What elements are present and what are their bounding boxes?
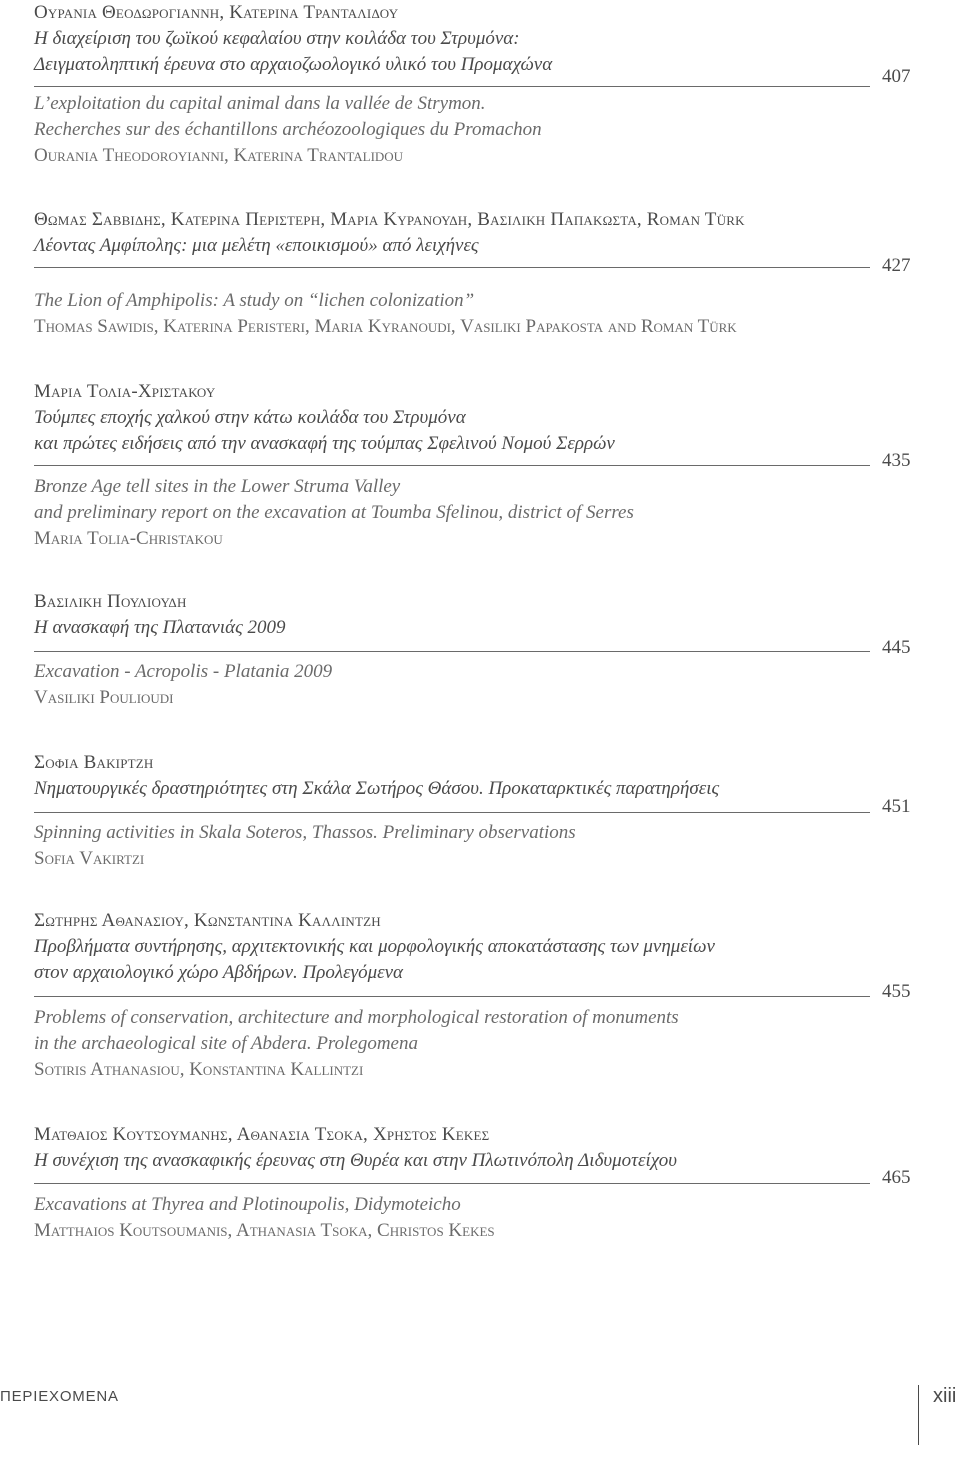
entry-authors-latin: Thomas Sawidis, Katerina Peristeri, Maria Kyranoudi, Vasiliki Papakosta and Roman Türk [34,316,737,337]
entry-page-number: 427 [882,255,911,276]
entry-title-translated: Recherches sur des échantillons archéozoologiques du Promachon [34,119,542,140]
entry-authors-greek: Μαρια Τολια-Χριστακου [34,381,216,402]
entry-page-number: 465 [882,1167,911,1188]
entry-authors-greek: Σοφια Βακιρτζη [34,752,154,773]
entry-authors-latin: Maria Tolia-Christakou [34,528,223,549]
entry-title-greek: Η διαχείριση του ζωϊκού κεφαλαίου στην κοιλάδα του Στρυμόνα: [34,28,520,49]
entry-title-translated: Problems of conservation, architecture and morphological restoration of monuments [34,1007,679,1028]
entry-authors-latin: Sofia Vakirtzi [34,848,145,869]
entry-title-translated: in the archaeological site of Abdera. Prolegomena [34,1033,418,1054]
entry-page-number: 445 [882,637,911,658]
entry-title-greek: και πρώτες ειδήσεις από την ανασκαφή της τούμπας Σφελινού Νομού Σερρών [34,433,615,454]
entry-title-greek: Τούμπες εποχής χαλκού στην κάτω κοιλάδα του Στρυμόνα [34,407,466,428]
entry-title-greek: στον αρχαιολογικό χώρο Αβδήρων. Προλεγόμενα [34,962,404,983]
entry-rule [34,812,870,813]
entry-authors-latin: Ourania Theodoroyianni, Katerina Trantalidou [34,145,404,166]
entry-page-number: 455 [882,981,911,1002]
entry-title-translated: Excavation - Acropolis - Platania 2009 [34,661,333,682]
running-footer-section: ΠΕΡΙΕΧΟΜΕΝΑ [0,1388,119,1405]
entry-title-translated: Excavations at Thyrea and Plotinoupolis, Didymoteicho [34,1194,461,1215]
entry-title-translated: and preliminary report on the excavation at Toumba Sfelinou, district of Serres [34,502,634,523]
entry-authors-greek: Σωτηρης Αθανασιου, Κωνσταντινα Καλλιντζη [34,910,381,931]
entry-authors-greek: Θωμας Σαββιδης, Κατερινα Περιστερη, Μαρια Κυρανουδη, Βασιλικη Παπακωστα, Roman Türk [34,209,745,230]
entry-title-translated: The Lion of Amphipolis: A study on “lichen colonization” [34,290,475,311]
entry-title-greek: Λέοντας Αμφίπολης: μια μελέτη «εποικισμού» από λειχήνες [34,235,479,256]
entry-rule [34,267,870,268]
entry-rule [34,1183,870,1184]
entry-authors-greek: Ματθαιος Κουτσουμανης, Αθανασια Τσοκα, Χρηστος Κεκες [34,1124,490,1145]
entry-page-number: 451 [882,796,911,817]
entry-rule [34,465,870,466]
entry-title-translated: Spinning activities in Skala Soteros, Thassos. Preliminary observations [34,822,576,843]
entry-authors-latin: Sotiris Athanasiou, Konstantina Kallintzi [34,1059,364,1080]
entry-title-greek: Η συνέχιση της ανασκαφικής έρευνας στη Θυρέα και στην Πλωτινόπολη Διδυμοτείχου [34,1150,677,1171]
entry-rule [34,651,870,652]
entry-title-translated: Bronze Age tell sites in the Lower Struma Valley [34,476,401,497]
footer-divider [918,1385,919,1445]
folio-page-number: xiii [933,1385,957,1407]
entry-title-greek: Η ανασκαφή της Πλατανιάς 2009 [34,617,286,638]
entry-title-greek: Προβλήματα συντήρησης, αρχιτεκτονικής και μορφολογικής αποκατάστασης των μνημείων [34,936,715,957]
entry-rule [34,996,870,997]
entry-authors-greek: Ουρανια Θεοδωρογιαννη, Κατερινα Τρανταλιδου [34,2,399,23]
entry-authors-greek: Βασιλικη Πουλιουδη [34,591,187,612]
entry-rule [34,86,870,87]
entry-title-greek: Δειγματοληπτική έρευνα στο αρχαιοζωολογικό υλικό του Προμαχώνα [34,54,553,75]
entry-authors-latin: Vasiliki Poulioudi [34,687,174,708]
entry-page-number: 435 [882,450,911,471]
entry-authors-latin: Matthaios Koutsoumanis, Athanasia Tsoka, Christos Kekes [34,1220,495,1241]
entry-title-translated: L’exploitation du capital animal dans la vallée de Strymon. [34,93,486,114]
entry-page-number: 407 [882,66,911,87]
entry-title-greek: Νηματουργικές δραστηριότητες στη Σκάλα Σωτήρος Θάσου. Προκαταρκτικές παρατηρήσεις [34,778,720,799]
